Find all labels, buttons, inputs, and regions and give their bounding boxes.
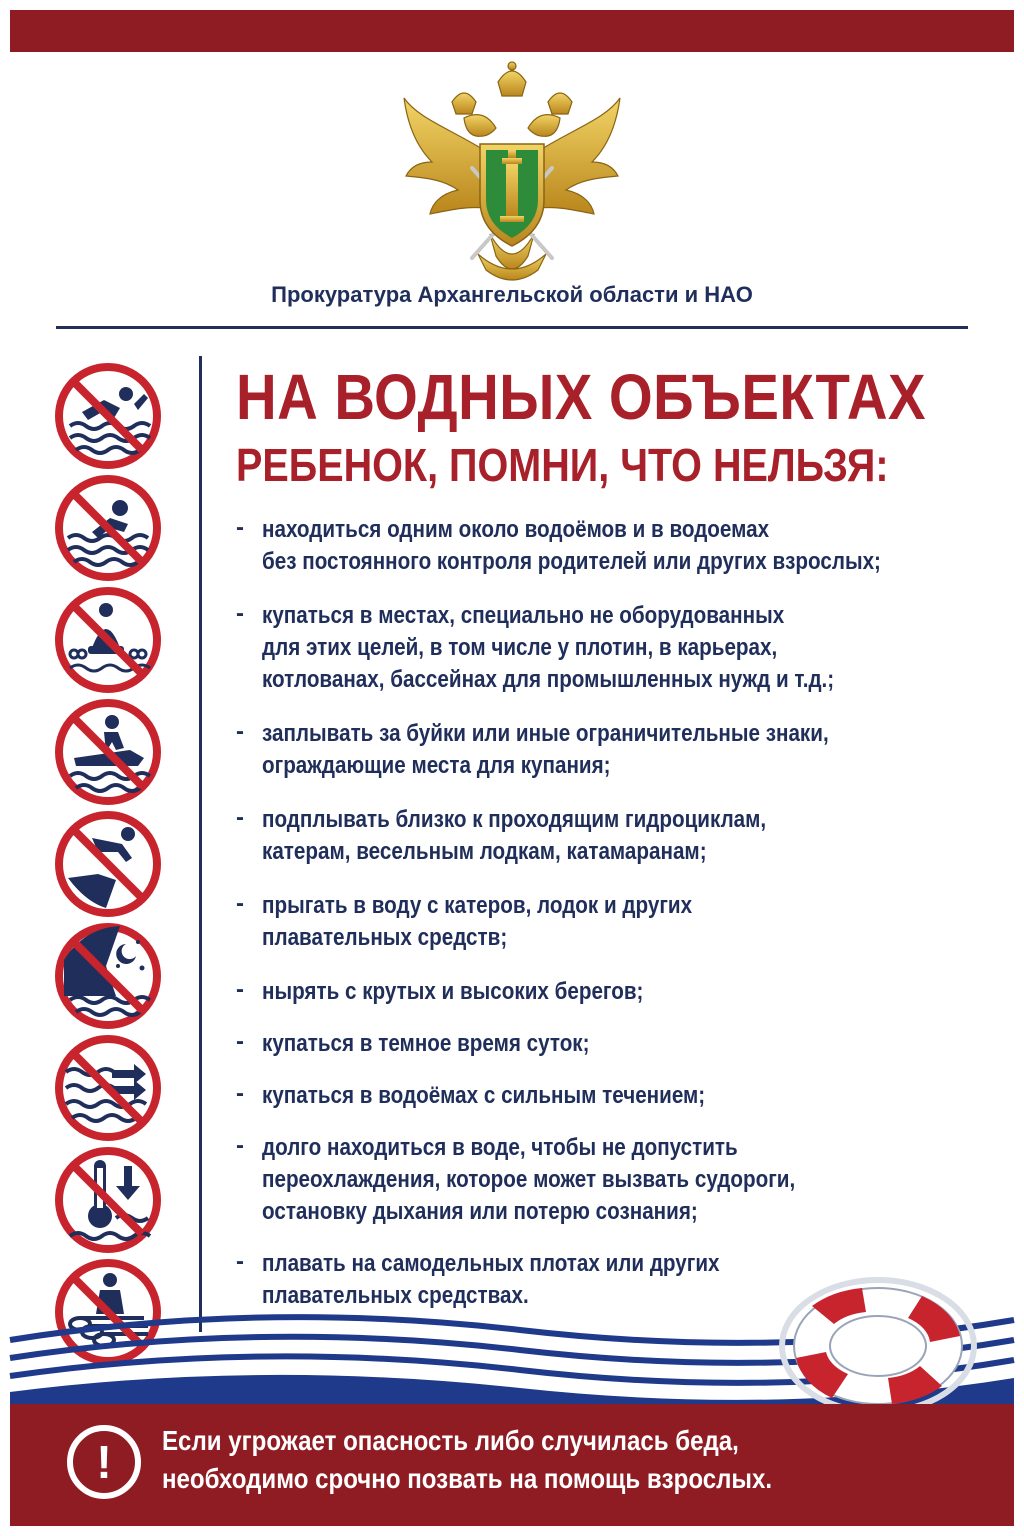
list-item [236, 1028, 996, 1060]
no-jumping-icon [52, 808, 164, 920]
list-item [236, 1080, 996, 1112]
vertical-divider [199, 356, 202, 1332]
no-swimming-alone-icon [52, 472, 164, 584]
bullet-dash: - [236, 514, 244, 541]
no-swimming-icon [52, 360, 164, 472]
rule-text: долго находиться в воде, чтобы не допустить переохлаждения, которое может вызвать судороги, остановку дыхания или потерю сознания; [262, 1134, 796, 1225]
list-item [236, 976, 996, 1008]
rule-text: купаться в темное время суток; [262, 1030, 590, 1057]
bullet-dash: - [236, 1248, 244, 1275]
title-line-2: РЕБЕНОК, ПОМНИ, ЧТО НЕЛЬЗЯ: [236, 439, 889, 491]
list-item [236, 1132, 996, 1228]
prosecutor-emblem-icon [388, 58, 636, 286]
rule-text: нырять с крутых и высоких берегов; [262, 978, 644, 1005]
bullet-dash: - [236, 804, 244, 831]
no-buoy-icon [52, 584, 164, 696]
bullet-dash: - [236, 1080, 244, 1107]
list-item [236, 600, 996, 696]
alert-symbol: ! [96, 1436, 112, 1488]
bullet-dash: - [236, 890, 244, 917]
prohibition-icons [52, 360, 168, 1350]
lifebuoy-icon [772, 1266, 984, 1424]
list-item [236, 804, 996, 868]
alert-text: Если угрожает опасность либо случилась беда, необходимо срочно позвать на помощь взрослых. [162, 1425, 773, 1494]
no-cold-water-icon [52, 1144, 164, 1256]
rule-text: плавать на самодельных плотах или других плавательных средствах. [262, 1250, 720, 1309]
title-line-1: НА ВОДНЫХ ОБЪЕКТАХ [236, 361, 926, 433]
bullet-dash: - [236, 976, 244, 1003]
list-item [236, 514, 996, 578]
bullet-dash: - [236, 1132, 244, 1159]
no-night-swimming-icon [52, 920, 164, 1032]
alert-banner [10, 1404, 1014, 1526]
list-item [236, 890, 996, 954]
rule-text: заплывать за буйки или иные ограничительные знаки, ограждающие места для купания; [262, 720, 829, 779]
rule-text: подплывать близко к проходящим гидроциклам, катерам, весельным лодкам, катамаранам; [262, 806, 767, 865]
organization-name: Прокуратура Архангельской области и НАО [271, 282, 753, 307]
bullet-dash: - [236, 718, 244, 745]
no-strong-current-icon [52, 1032, 164, 1144]
list-item [236, 718, 996, 782]
rule-text: купаться в местах, специально не оборудованных для этих целей, в том числе у плотин, в карьерах, котлованах, бассейнах для промышленных нужд и т.д.; [262, 602, 835, 693]
poster-title [236, 360, 996, 494]
rule-text: купаться в водоёмах с сильным течением; [262, 1082, 706, 1109]
rule-text: прыгать в воду с катеров, лодок и других плавательных средств; [262, 892, 693, 951]
rule-text: находиться одним около водоёмов и в водоемах без постоянного контроля родителей или других взрослых; [262, 516, 881, 575]
bullet-dash: - [236, 1028, 244, 1055]
no-jet-ski-icon [52, 696, 164, 808]
header-divider [56, 326, 968, 329]
top-banner [10, 10, 1014, 52]
exclamation-icon [64, 1422, 144, 1502]
bullet-dash: - [236, 600, 244, 627]
